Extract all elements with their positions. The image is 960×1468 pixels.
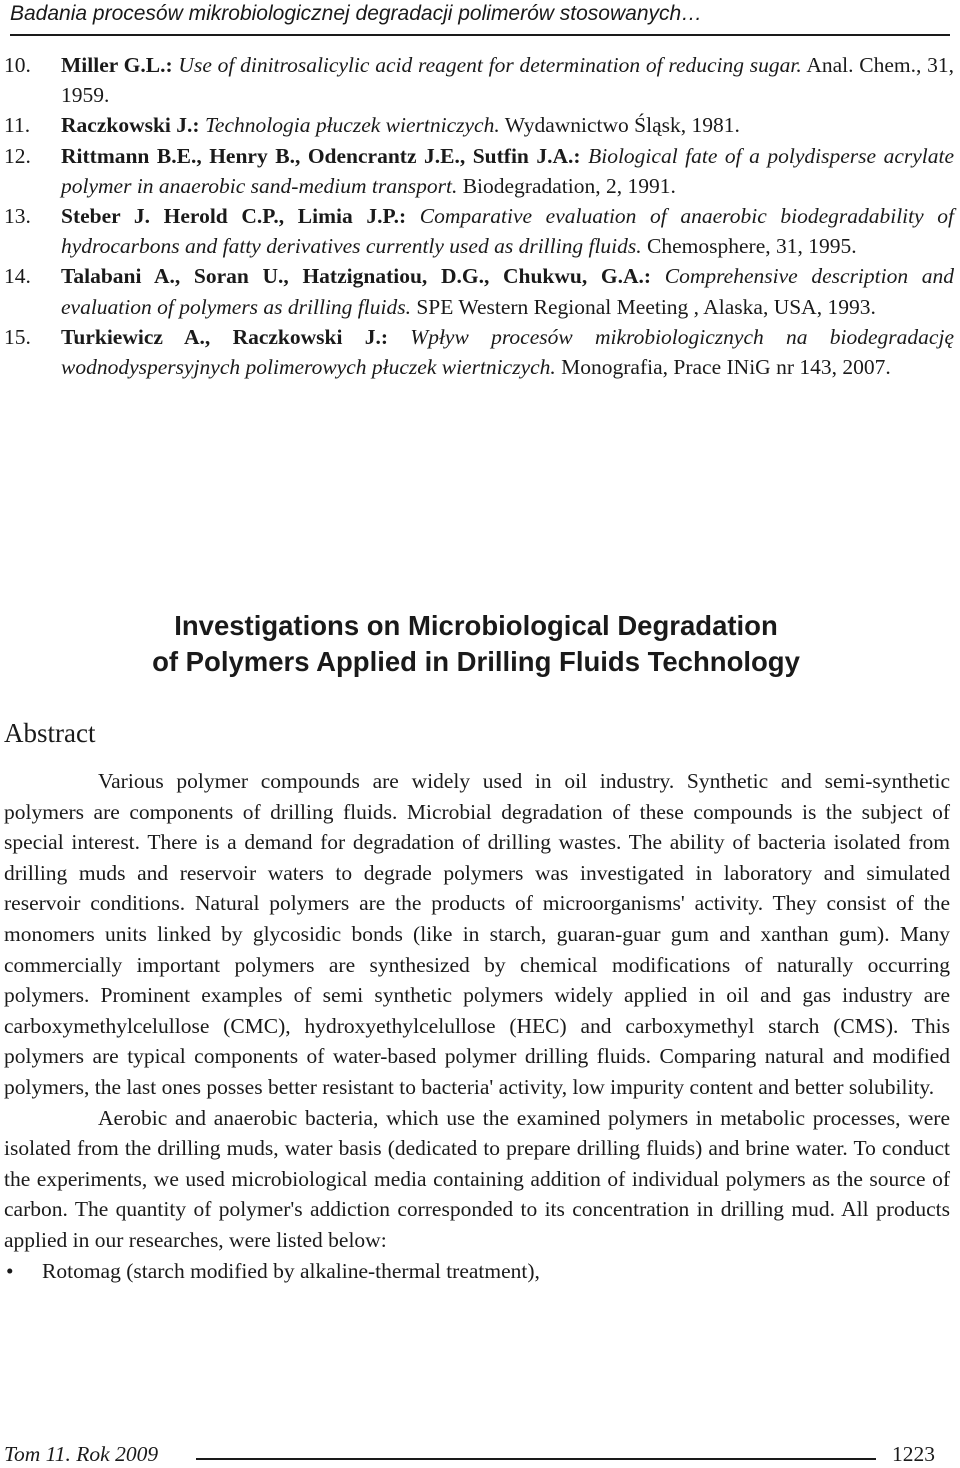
reference-item <box>4 141 954 201</box>
reference-authors: Rittmann B.E., Henry B., Odencrantz J.E., Sutfin J.A.: <box>61 143 581 168</box>
reference-number: 13. <box>4 204 31 229</box>
reference-list <box>4 50 954 382</box>
reference-source: Chemosphere, 31, 1995. <box>647 234 857 259</box>
reference-title: Wpływ procesów mikrobiologicznych na biodegradację wodnodyspersyjnych polimerowych płuczek wiertniczych. <box>61 324 954 380</box>
reference-authors: Steber J. Herold C.P., Limia J.P.: <box>61 204 407 229</box>
reference-source: SPE Western Regional Meeting , Alaska, USA, 1993. <box>416 294 876 319</box>
running-header: Badania procesów mikrobiologicznej degradacji polimerów stosowanych… <box>10 0 950 36</box>
reference-item <box>4 201 954 261</box>
reference-item <box>4 110 954 140</box>
footer-page-number: 1223 <box>892 1442 935 1466</box>
reference-number: 15. <box>4 324 31 349</box>
english-title-line-1: Investigations on Microbiological Degradation <box>174 610 778 641</box>
english-paper-title <box>0 608 952 680</box>
reference-item <box>4 50 954 110</box>
reference-item <box>4 261 954 321</box>
reference-number: 14. <box>4 264 31 289</box>
reference-title: Comparative evaluation of anaerobic biodegradability of hydrocarbons and fatty derivatives currently used as drilling fluids. <box>61 204 954 259</box>
reference-number: 10. <box>4 53 31 77</box>
english-title-line-2: of Polymers Applied in Drilling Fluids Technology <box>152 646 800 677</box>
bullet-item <box>4 1256 950 1287</box>
reference-source: Wydawnictwo Śląsk, 1981. <box>504 113 740 138</box>
reference-number: 12. <box>4 143 31 168</box>
bullet-icon: • <box>6 1258 14 1283</box>
reference-title: Biological fate of a polydisperse acrylate polymer in anaerobic sand-medium transport. <box>61 143 955 198</box>
reference-authors: Turkiewicz A., Raczkowski J.: <box>61 324 389 349</box>
bullet-text: Rotomag (starch modified by alkaline-thermal treatment), <box>42 1258 540 1283</box>
reference-item <box>4 322 954 382</box>
abstract-heading: Abstract <box>4 718 96 748</box>
reference-title: Technologia płuczek wiertniczych. <box>204 113 500 138</box>
footer-divider <box>196 1458 876 1460</box>
abstract-paragraph-1: Various polymer compounds are widely used in oil industry. Synthetic and semi-synthetic polymers are components of drilling fluids. Microbial degradation of these compounds is the subject of special interest. There is a demand for degradation of drilling wastes. The ability of bacteria isolated from drilling muds and reservoir waters to degrade polymers was investigated in laboratory and simulated reservoir conditions. Natural polymers are the products of microorganisms' activity. They consist of the monomers units linked by glycosidic bonds (like in starch, guaran-guar gum and xanthan gum). Many commercially important polymers are synthesized by chemical modifications of naturally occurring polymers. Prominent examples of semi synthetic polymers widely applied in oil and gas industry are carboxymethylcelullose (CMC), hydroxyethylcelullose (HEC) and carboxymethyl starch (CMS). This polymers are typical components of water-based polymer drilling fluids. Comparing natural and modified polymers, the last ones posses better resistant to bacteria' activity, low impurity content and better solubility. <box>4 769 950 1099</box>
reference-authors: Miller G.L.: <box>61 53 173 77</box>
reference-number: 11. <box>4 113 31 138</box>
abstract-body <box>4 766 950 1286</box>
reference-authors: Talabani A., Soran U., Hatzignatiou, D.G., Chukwu, G.A.: <box>61 264 652 289</box>
reference-source: Anal. Chem., 31, 1959. <box>61 53 954 108</box>
footer-journal-volume: Tom 11. Rok 2009 <box>4 1442 159 1466</box>
abstract-paragraph-2: Aerobic and anaerobic bacteria, which use the examined polymers in metabolic processes, were isolated from the drilling muds, water basis (dedicated to prepare drilling fluids) and brine water. To conduct the experiments, we used microbiological media containing addition of individual polymers as the source of carbon. The quantity of polymer's addiction corresponded to its concentration in drilling mud. All products applied in our researches, were listed below: <box>4 1105 950 1252</box>
reference-authors: Raczkowski J.: <box>61 113 200 138</box>
reference-title: Comprehensive description and evaluation of polymers as drilling fluids. <box>61 264 955 319</box>
reference-title: Use of dinitrosalicylic acid reagent for determination of reducing sugar. <box>178 53 802 77</box>
reference-source: Monografia, Prace INiG nr 143, 2007. <box>561 355 891 380</box>
reference-source: Biodegradation, 2, 1991. <box>462 173 676 198</box>
